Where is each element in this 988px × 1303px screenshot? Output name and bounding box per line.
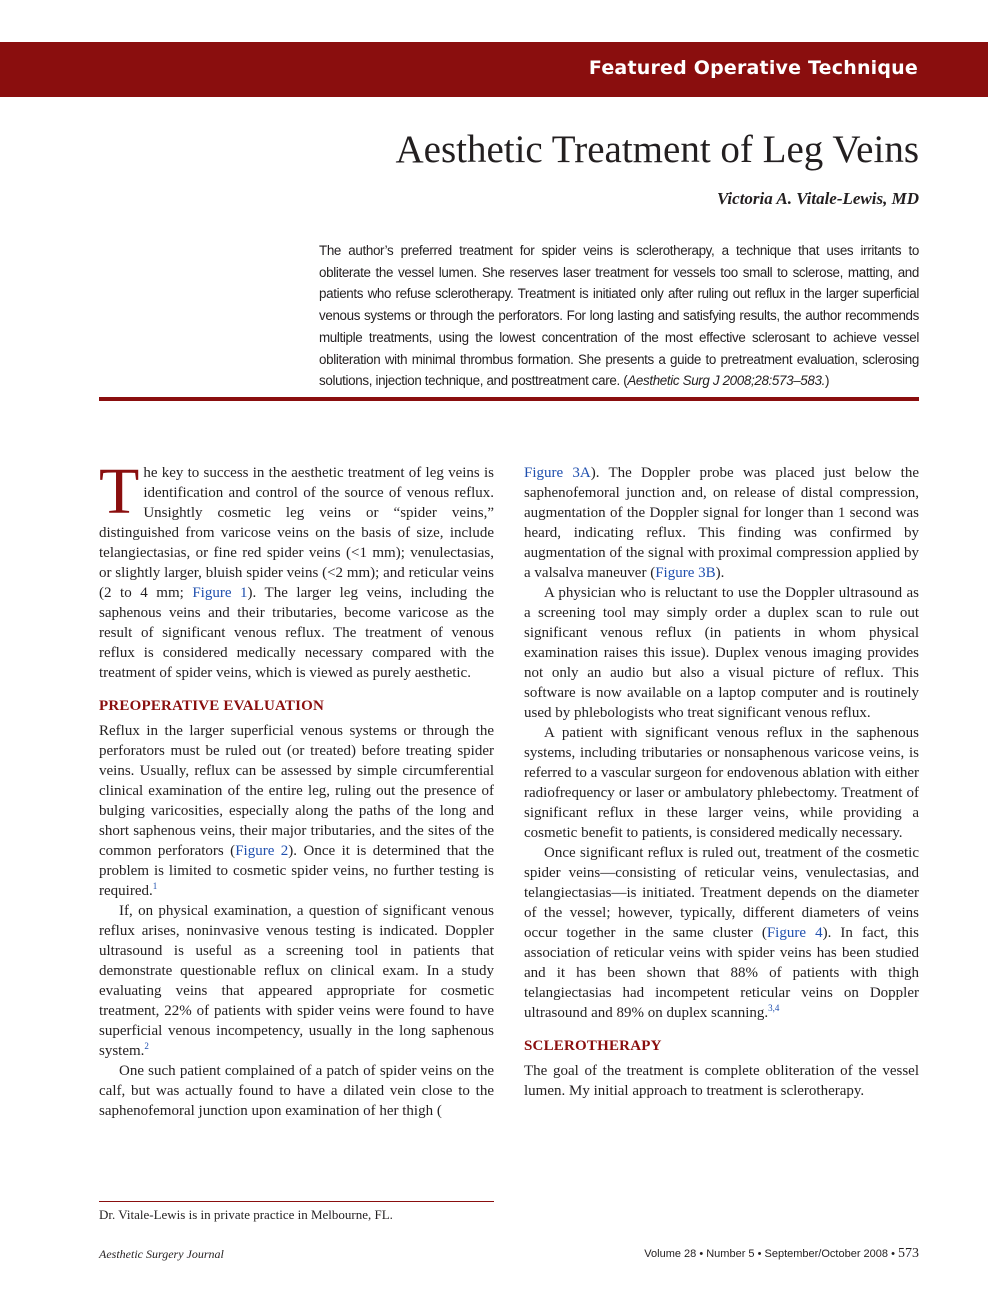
left-column <box>99 455 494 1121</box>
reference-3-4-link[interactable]: 3,4 <box>768 1003 780 1013</box>
preop3-text-c: ). <box>715 565 725 581</box>
intro-paragraph <box>99 455 494 683</box>
figure-3b-link[interactable]: Figure 3B <box>655 565 716 581</box>
preop3-text-b: ). The Doppler probe was placed just below the saphenofemoral junction and, on release of distal compression, augmentation of the Doppler signal for longer than 1 second was heard, indicating reflux. This finding was confirmed by augmentation of the signal with proximal compression applied by a valsalva maneuver ( <box>524 465 919 581</box>
intro-text-a: he key to success in the aesthetic treatment of leg veins is identification and control of the source of venous reflux. Unsightly cosmetic leg veins or “spider veins,” distinguished from varicose veins on the basis of size, include telangiectasias, or fine red spider veins (<1 mm); venulectasias, or slightly larger, bluish spider veins (<2 mm); and reticular veins (2 to 4 mm; <box>99 465 494 601</box>
preop-paragraph-3-cont <box>524 463 919 583</box>
preop1-text-b: ). Once it is determined that the problem is limited to cosmetic spider veins, no further testing is required. <box>99 843 494 899</box>
preop-paragraph-3-start <box>99 1061 494 1121</box>
banner-label: Featured Operative Technique <box>588 57 918 79</box>
right-column <box>524 463 919 1101</box>
abstract-text: The author’s preferred treatment for spider veins is sclerotherapy, a technique that uses irritants to obliterate the vessel lumen. She reserves laser treatment for vessels too small to sclerose, matting, and patients who refuse sclerotherapy. Treatment is initiated only after ruling out reflux in the larger superficial venous systems or through the perforators. For long lasting and satisfying results, the author recommends multiple treatments, using the lowest concentration of the most effective sclerosant to achieve vessel obliteration with minimal thrombus formation. She presents a guide to pretreatment evaluation, sclerosing solutions, injection technique, and posttreatment care. ( <box>319 243 919 389</box>
figure-1-link[interactable]: Figure 1 <box>192 585 248 601</box>
issue-text: Volume 28 • Number 5 • September/October 2008 • <box>644 1248 895 1260</box>
abstract-divider <box>99 397 919 401</box>
section-banner <box>0 42 988 97</box>
drop-cap: T <box>99 455 140 528</box>
preop-paragraph-2 <box>99 901 494 1061</box>
figure-3a-link[interactable]: Figure 3A <box>524 465 591 481</box>
preop2-text: If, on physical examination, a question of significant venous reflux arises, noninvasive venous testing is indicated. Doppler ultrasound is useful as a screening tool in patients that demonstrate questionable reflux on clinical exam. In a study evaluating veins that appeared appropriate for cosmetic treatment, 22% of patients with spider veins were found to have superficial venous incompetency, usually in the long saphenous system. <box>99 903 494 1059</box>
reference-2-link[interactable]: 2 <box>144 1041 149 1051</box>
preop6-text-b: ). In fact, this association of reticular veins with spider veins has been studied and it has been shown that 88% of patients with thigh telangiectasias had incompetent reticular veins on Doppler ultrasound and 89% on duplex scanning. <box>524 925 919 1021</box>
reference-1-link[interactable]: 1 <box>152 881 158 891</box>
preop-paragraph-1 <box>99 721 494 901</box>
author-footnote: Dr. Vitale-Lewis is in private practice in Melbourne, FL. <box>99 1207 393 1222</box>
abstract <box>319 240 919 392</box>
figure-4-link[interactable]: Figure 4 <box>766 925 823 941</box>
sclero-paragraph-1: The goal of the treatment is complete obliteration of the vessel lumen. My initial approach to treatment is sclerotherapy. <box>524 1063 919 1099</box>
page-number: 573 <box>898 1246 919 1261</box>
abstract-close: ) <box>824 373 830 389</box>
preop-paragraph-6 <box>524 843 919 1023</box>
footnote-divider <box>99 1201 494 1202</box>
heading-preoperative-evaluation: PREOPERATIVE EVALUATION <box>99 698 325 714</box>
preop-paragraph-4: A physician who is reluctant to use the Doppler ultrasound as a screening tool may simply order a duplex scan to rule out significant venous reflux (in patients in whom physical examination raises this issue). Duplex venous imaging provides not only an audio but also a visual picture of reflux. This software is now available on a laptop computer and is routinely used by phlebologists who treat significant venous reflux. <box>524 585 919 721</box>
journal-name: Aesthetic Surgery Journal <box>99 1247 224 1261</box>
abstract-citation: Aesthetic Surg J 2008;28:573–583. <box>627 373 825 389</box>
figure-2-link[interactable]: Figure 2 <box>235 843 289 859</box>
heading-sclerotherapy: SCLEROTHERAPY <box>524 1038 662 1054</box>
article-title: Aesthetic Treatment of Leg Veins <box>395 128 919 171</box>
preop-paragraph-5: A patient with significant venous reflux in the saphenous systems, including tributaries or nonsaphenous varicose veins, is referred to a vascular surgeon for endovenous ablation with either radiofrequency or laser or ambulatory phlebectomy. Treatment of significant reflux in these larger veins, while providing a cosmetic benefit to patients, is considered medically necessary. <box>524 725 919 841</box>
preop3-text-a: One such patient complained of a patch of spider veins on the calf, but was actually found to have a dilated vein close to the saphenofemoral junction upon examination of her thigh ( <box>99 1063 494 1119</box>
author-byline: Victoria A. Vitale-Lewis, MD <box>717 189 919 208</box>
issue-info <box>644 1246 919 1262</box>
preop1-text-a: Reflux in the larger superficial venous systems or through the perforators must be ruled out (or treated) before treating spider veins. Usually, reflux can be assessed by simple circumferential clinical examination of the entire leg, ruling out the presence of bulging varicosities, especially along the paths of the long and short saphenous veins, their major tributaries, and the sites of the common perforators ( <box>99 723 494 859</box>
intro-text-b: ). The larger leg veins, including the saphenous veins and their tributaries, become varicose as the result of significant venous reflux. The treatment of venous reflux is considered medically necessary compared with the treatment of spider veins, which is viewed as purely aesthetic. <box>99 585 494 681</box>
preop6-text-a: Once significant reflux is ruled out, treatment of the cosmetic spider veins—consisting of reticular veins, venulectasias, and telangiectasias—is initiated. Treatment depends on the diameter of the vessel; however, typically, different diameters of veins occur together in the same cluster ( <box>524 845 919 941</box>
